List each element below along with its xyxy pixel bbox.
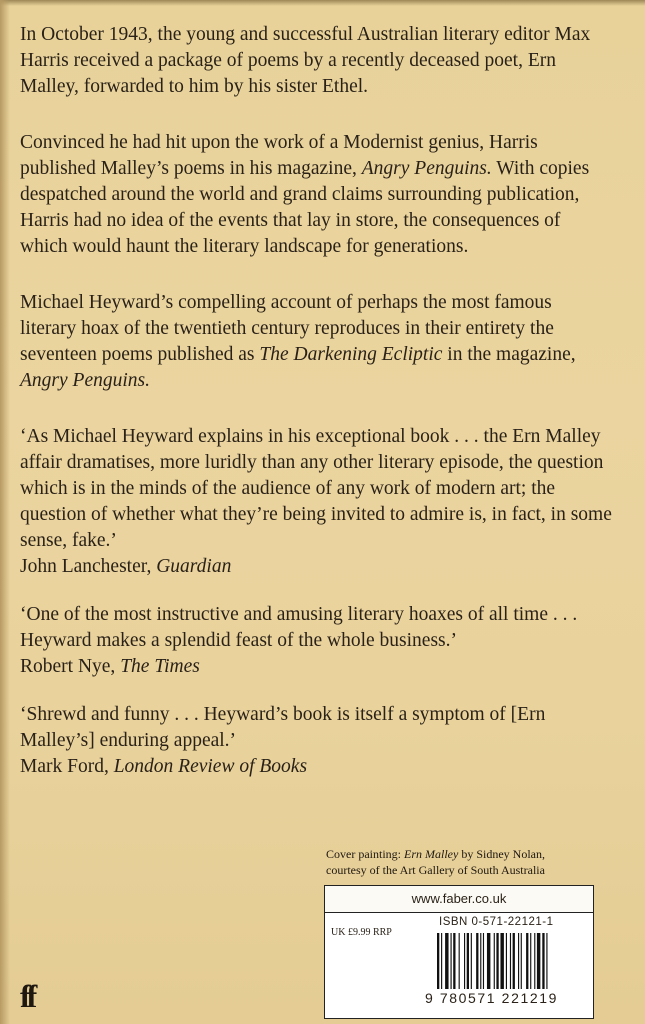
barcode-bar (471, 933, 472, 989)
reviewer-name: Mark Ford, (20, 756, 114, 777)
barcode-bar (546, 933, 547, 989)
review-attribution-3 (20, 754, 612, 780)
barcode-panel (324, 885, 594, 1019)
barcode-bar (542, 933, 544, 989)
barcode-bar (467, 933, 469, 989)
barcode-bar (445, 933, 448, 989)
painting-title: Ern Malley (404, 847, 459, 861)
barcode-bar (459, 933, 460, 989)
reviewer-name: Robert Nye, (20, 656, 121, 677)
review-quote-3: ‘Shrewd and funny . . . Heyward’s book is itself a symptom of [Ern Malley’s] enduring appeal.’ (20, 704, 546, 751)
barcode-bar (480, 933, 481, 989)
paragraph-account-b: in the magazine, (442, 344, 576, 365)
credit-painter: by Sidney Nolan, (458, 847, 545, 861)
reviewer-name: John Lanchester, (20, 556, 157, 577)
barcode-bar (487, 933, 490, 989)
credit-prefix: Cover painting: (326, 847, 404, 861)
review-quote-1: ‘As Michael Heyward explains in his exceptional book . . . the Ern Malley affair dramatises, more luridly than any other literary episode, the question which is in the minds of the audience of any work of modern art; the question of whether what they’re being invited to admire is, in fact, in some sense, fake.’ (20, 426, 612, 551)
barcode-bar (530, 933, 531, 989)
price-label: UK £9.99 RRP (331, 927, 392, 938)
barcode-bar (496, 933, 498, 989)
cover-credit-line-1 (326, 846, 586, 862)
barcode-bar (437, 933, 439, 989)
barcode-bar (518, 933, 519, 989)
paragraph-publication-a: Convinced he had hit upon the work of a Modernist genius, Harris published Malley’s poems in his magazine, (20, 132, 538, 179)
review-attribution-1 (20, 554, 612, 580)
barcode-bars (437, 933, 587, 989)
barcode-bar (483, 933, 484, 989)
review-source: Guardian (156, 556, 232, 577)
barcode-bar (494, 933, 495, 989)
barcode-bar (521, 933, 522, 989)
barcode-bar (537, 933, 540, 989)
magazine-title-2: Angry Penguins. (20, 370, 150, 391)
barcode-bar (451, 933, 452, 989)
cover-credit-line-2: courtesy of the Art Gallery of South Australia (326, 863, 545, 877)
paragraph-publication-b: With copies despatched around the world and grand claims surrounding publication, Harris had no idea of the events that lay in store, the consequences of which would haunt the literary landscape for generations. (20, 158, 590, 257)
review-source: London Review of Books (113, 756, 308, 777)
ean-number: 9 780571 221219 (425, 990, 558, 1006)
barcode-bar (534, 933, 535, 989)
barcode-bar (500, 933, 503, 989)
paragraph-account-a: Michael Heyward’s compelling account of perhaps the most famous literary hoax of the twentieth century reproduces in their entirety the seventeen poems published as (20, 292, 554, 365)
barcode-bar (513, 933, 515, 989)
review-attribution-2 (20, 654, 612, 680)
barcode-bar (464, 933, 465, 989)
barcode-bar (510, 933, 511, 989)
page-edge-shadow-left (0, 0, 10, 1024)
cover-credit (326, 846, 586, 878)
barcode-bar (506, 933, 507, 989)
barcode-bar (453, 933, 455, 989)
paragraph-account (20, 290, 612, 394)
barcode-bar (526, 933, 528, 989)
review-source: The Times (120, 656, 200, 677)
faber-ff-logo: ff (20, 978, 34, 1014)
barcode-bar (476, 933, 478, 989)
publisher-website: www.faber.co.uk (325, 886, 593, 913)
barcode-bar (441, 933, 442, 989)
paragraph-publication (20, 130, 612, 260)
collection-title: The Darkening Ecliptic (259, 344, 443, 365)
paragraph-intro: In October 1943, the young and successful Australian literary editor Max Harris received a package of poems by a recently deceased poet, Ern Malley, forwarded to him by his sister Ethel. (20, 24, 591, 97)
blurb-text (20, 22, 612, 780)
page-edge-shadow-top (0, 0, 645, 6)
review-quote-2: ‘One of the most instructive and amusing literary hoaxes of all time . . . Heyward makes a splendid feast of the whole business.’ (20, 604, 578, 651)
magazine-title: Angry Penguins. (361, 158, 492, 179)
isbn-label: ISBN 0-571-22121-1 (439, 916, 554, 928)
